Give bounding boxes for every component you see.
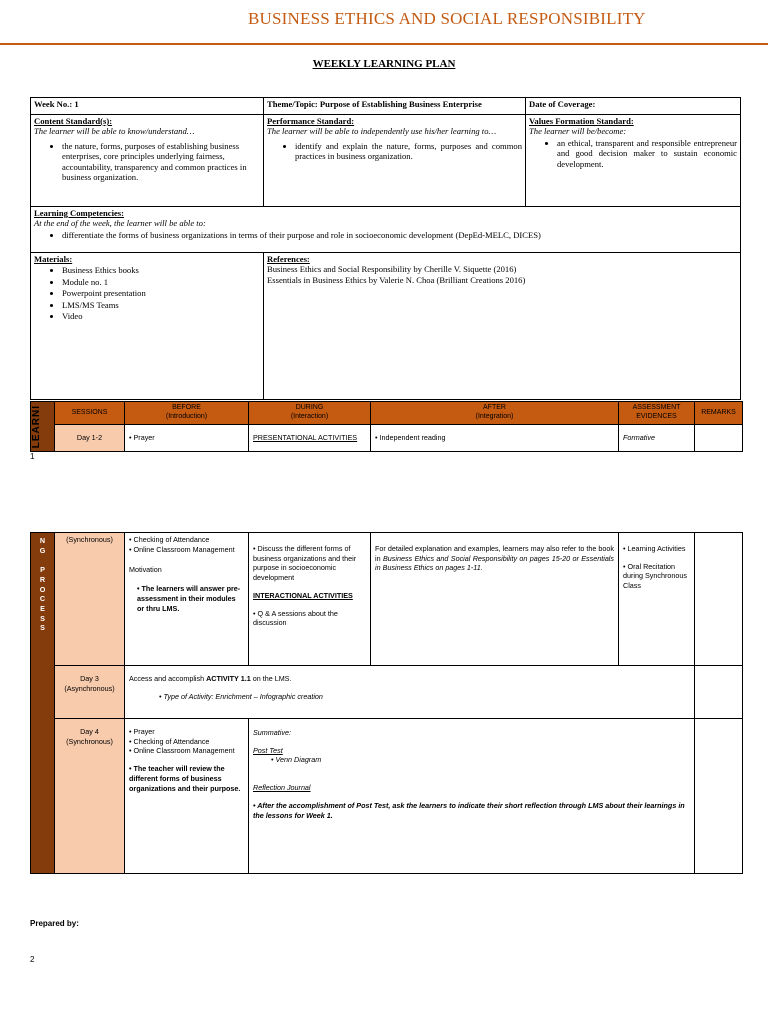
after-book-references: Business Ethics and Social Responsibility on pages 15-20 or Essentials in Business Ethics on pages 1-11.	[375, 553, 615, 573]
day-3-activity-type: • Type of Activity: Enrichment – Infographic creation	[159, 691, 323, 701]
learning-competencies-label: Learning Competencies:	[34, 208, 124, 218]
references-cell	[264, 253, 741, 400]
day-1-2-before-activities	[125, 533, 249, 666]
during-discussion: • Discuss the different forms of business organizations and their purpose in socioeconomic development	[253, 544, 357, 583]
day-1-2-remarks-cont	[695, 533, 743, 666]
values-standard-intro: The learner will be/become:	[529, 126, 627, 137]
motivation-label: Motivation	[129, 565, 162, 575]
date-of-coverage: Date of Coverage:	[526, 98, 741, 115]
day-1-2-during-activities	[249, 533, 371, 666]
learning-process-side-label: LEARNI	[31, 402, 55, 452]
assessment-item: • Learning Activities	[623, 544, 686, 553]
after-text: For detailed explanation and examples, learners may also refer to the book in	[375, 544, 614, 563]
weekly-plan-info-table	[30, 97, 741, 400]
day-3-remarks	[695, 666, 743, 719]
assessment-item: • Oral Recitation during Synchronous Class	[623, 561, 687, 591]
day-3-activity	[125, 666, 695, 719]
interactional-activities-label: INTERACTIONAL ACTIVITIES	[253, 590, 353, 600]
day-1-2-before: • Prayer	[125, 425, 249, 452]
day-4-remarks	[695, 719, 743, 874]
reflection-instruction: • After the accomplishment of Post Test, ask the learners to indicate their short reflection through LMS about their learnings in the lessons for Week 1.	[253, 800, 685, 820]
materials-label: Materials:	[34, 254, 73, 264]
day-1-2-after-activities	[371, 533, 619, 666]
references-label: References:	[267, 254, 310, 264]
day-1-2-remarks	[695, 425, 743, 452]
content-standard-cell	[31, 115, 264, 207]
motivation-activity: • The learners will answer pre-assessment in their modules or thru LMS.	[137, 584, 241, 613]
day-1-2-assessment: Formative	[619, 425, 695, 452]
values-standard-label: Values Formation Standard:	[529, 116, 634, 126]
theme-topic: Theme/Topic: Purpose of Establishing Business Enterprise	[264, 98, 526, 115]
sessions-header: SESSIONS	[55, 402, 125, 425]
before-item: • Online Classroom Management	[129, 746, 235, 756]
day-1-2-synchronous-session: (Synchronous)	[55, 533, 125, 666]
remarks-header: REMARKS	[695, 402, 743, 425]
performance-standard-intro: The learner will be able to independently use his/her learning to…	[267, 126, 497, 137]
week-number: Week No.: 1	[31, 98, 264, 115]
reflection-journal-label: Reflection Journal	[253, 783, 311, 793]
before-header: BEFORE (Introduction)	[125, 402, 249, 425]
during-qa: • Q & A sessions about the discussion	[253, 608, 338, 628]
day-1-2-assessment-evidences	[619, 533, 695, 666]
values-standard-bullet: • an ethical, transparent and responsible entrepreneur and good decision maker to sustain economic development.	[557, 138, 737, 169]
performance-standard-label: Performance Standard:	[267, 116, 355, 126]
day-3-session: Day 3 (Asynchronous)	[55, 666, 125, 719]
before-item: • Checking of Attendance	[129, 736, 210, 746]
day-1-2-session: Day 1-2	[55, 425, 125, 452]
reference-item: Essentials in Business Ethics by Valerie N. Choa (Brilliant Creations 2016)	[267, 274, 526, 285]
page-number-1: 1	[30, 452, 35, 461]
learning-process-side-letters: N G P R O C E S S	[31, 533, 55, 874]
reference-item: Business Ethics and Social Responsibility by Cherille V. Siquette (2016)	[267, 264, 517, 275]
materials-item: • LMS/MS Teams	[62, 300, 260, 310]
summative-label: Summative:	[253, 728, 291, 737]
materials-item: • Video	[62, 311, 260, 321]
day-4-session: Day 4 (Synchronous)	[55, 719, 125, 874]
day-3-instruction: Access and accomplish ACTIVITY 1.1 on the LMS.	[129, 674, 292, 683]
content-standard-intro: The learner will be able to know/understand…	[34, 126, 195, 137]
learning-competencies-cell	[31, 207, 741, 253]
performance-standard-bullet: • identify and explain the nature, forms, purposes and common practices in business organization.	[295, 141, 522, 162]
day-1-2-after: • Independent reading	[371, 425, 619, 452]
before-item: • Online Classroom Management	[129, 544, 235, 554]
materials-cell	[31, 253, 264, 400]
teacher-review: • The teacher will review the different forms of business organizations and their purpose.	[129, 764, 241, 793]
post-test-label: Post Test	[253, 745, 283, 755]
materials-item: • Powerpoint presentation	[62, 288, 260, 298]
venn-diagram-item: • Venn Diagram	[271, 755, 322, 765]
learning-process-table-page2	[30, 532, 743, 874]
materials-item: • Business Ethics books	[62, 265, 260, 275]
during-header: DURING (Interaction)	[249, 402, 371, 425]
values-standard-cell	[526, 115, 741, 207]
day-1-2-during: PRESENTATIONAL ACTIVITIES	[249, 425, 371, 452]
content-standard-bullet: • the nature, forms, purposes of establishing business enterprises, core principles underlying fairness, accountability, transparency and common practices in business organization.	[62, 141, 260, 183]
content-standard-label: Content Standard(s):	[34, 116, 113, 126]
header-rule	[0, 43, 768, 45]
assessment-header: ASSESSMENT EVIDENCES	[619, 402, 695, 425]
learning-competencies-intro: At the end of the week, the learner will be able to:	[34, 218, 206, 229]
before-item: • Prayer	[129, 727, 155, 736]
performance-standard-cell	[264, 115, 526, 207]
day-4-assessment-activities	[249, 719, 695, 874]
day-4-before-activities	[125, 719, 249, 874]
plan-title: WEEKLY LEARNING PLAN	[312, 58, 456, 70]
document-header-title: BUSINESS ETHICS AND SOCIAL RESPONSIBILITY	[248, 9, 646, 28]
learning-competencies-bullet: • differentiate the forms of business organizations in terms of their purpose and role in socioeconomic development (DepEd-MELC, DICES)	[62, 230, 737, 240]
materials-item: • Module no. 1	[62, 277, 260, 287]
learning-process-table-page1	[30, 401, 743, 452]
prepared-by-label: Prepared by:	[30, 919, 79, 928]
after-header: AFTER (Integration)	[371, 402, 619, 425]
page-number-2: 2	[30, 955, 35, 964]
before-item: • Checking of Attendance	[129, 535, 210, 544]
